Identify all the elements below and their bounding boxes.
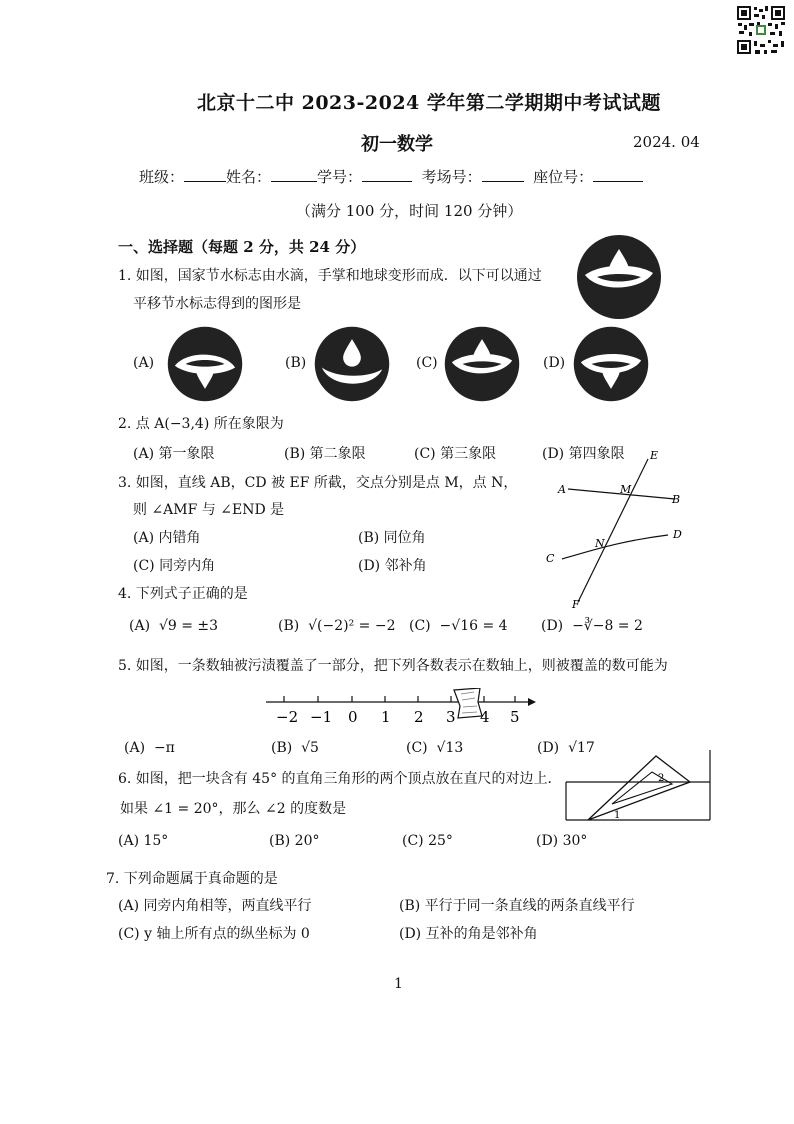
label-c: C — [546, 552, 555, 565]
q6-option-c[interactable]: (C) 25° — [402, 833, 453, 849]
seat-label: 座位号： — [533, 168, 594, 186]
q6-ruler-triangle-figure — [560, 748, 716, 832]
q4-option-a-label: (A) — [129, 618, 151, 634]
q5-number-line — [258, 688, 538, 732]
q4-option-c[interactable] — [409, 618, 508, 634]
q4-stem: 4. 下列式子正确的是 — [118, 586, 248, 602]
tick-label: 4 — [480, 708, 490, 726]
tick-label: 0 — [348, 708, 358, 726]
q2-stem: 2. 点 A(−3,4) 所在象限为 — [118, 416, 284, 432]
label-a: A — [558, 483, 566, 496]
tick-label: −2 — [276, 708, 299, 726]
q5-option-d-label: (D) — [537, 740, 560, 756]
q1-option-b-label[interactable]: (B) — [285, 355, 307, 371]
tick-label: 2 — [414, 708, 424, 726]
q1-option-c-figure[interactable] — [443, 325, 521, 407]
q4-option-b[interactable] — [278, 618, 396, 634]
class-label: 班级： — [139, 168, 185, 186]
q3-option-c[interactable]: (C) 同旁内角 — [133, 558, 216, 574]
exam-room-label: 考场号： — [421, 168, 482, 186]
q4-option-a[interactable] — [129, 618, 218, 634]
q5-option-d-expr: √17 — [568, 740, 595, 756]
q7-option-d[interactable]: (D) 互补的角是邻补角 — [399, 926, 538, 942]
subject-title: 初一数学 — [361, 134, 433, 155]
q7-option-b[interactable]: (B) 平行于同一条直线的两条直线平行 — [399, 898, 635, 914]
label-e: E — [650, 449, 659, 462]
q3-option-a[interactable]: (A) 内错角 — [133, 530, 201, 546]
q1-line1: 1. 如图，国家节水标志由水滴，手掌和地球变形而成．以下可以通过 — [118, 268, 542, 284]
q4-option-d[interactable] — [541, 618, 643, 634]
label-d: D — [673, 528, 682, 541]
q4-option-b-label: (B) — [278, 618, 300, 634]
q6-option-d[interactable]: (D) 30° — [536, 833, 588, 849]
q1-option-a-figure[interactable] — [166, 325, 244, 407]
q4-option-d-label: (D) — [541, 618, 564, 634]
q5-option-c-label: (C) — [406, 740, 428, 756]
class-field[interactable] — [184, 167, 226, 182]
q4-option-c-expr: −√16 = 4 — [439, 618, 508, 634]
angle-2-label: 2 — [658, 773, 665, 784]
q5-option-c[interactable] — [406, 740, 463, 756]
q5-option-a-label: (A) — [124, 740, 146, 756]
q1-option-c-label[interactable]: (C) — [416, 355, 438, 371]
q4-option-b-expr: √(−2)² = −2 — [308, 618, 396, 634]
label-m: M — [620, 483, 632, 496]
q7-option-a[interactable]: (A) 同旁内角相等，两直线平行 — [118, 898, 312, 914]
section-heading: 一、选择题（每题 2 分，共 24 分） — [118, 238, 366, 256]
score-note: （满分 100 分，时间 120 分钟） — [296, 202, 523, 220]
exam-title: 北京十二中 2023-2024 学年第二学期期中考试试题 — [197, 92, 661, 114]
tick-label: 5 — [510, 708, 520, 726]
q4-option-d-expr: −∛−8 = 2 — [572, 618, 643, 634]
q5-option-c-expr: √13 — [436, 740, 464, 756]
q6-line2: 如果 ∠1 = 20°，那么 ∠2 的度数是 — [120, 801, 347, 817]
q6-line1: 6. 如图，把一块含有 45° 的直角三角形的两个顶点放在直尺的对边上． — [118, 771, 562, 787]
label-n: N — [595, 537, 605, 550]
q1-option-b-figure[interactable] — [313, 325, 391, 407]
q5-option-b[interactable] — [271, 740, 319, 756]
q3-line1: 3. 如图，直线 AB，CD 被 EF 所截，交点分别是点 M，点 N， — [118, 475, 518, 491]
q3-line2: 则 ∠AMF 与 ∠END 是 — [133, 502, 285, 518]
q4-option-a-expr: √9 = ±3 — [158, 618, 219, 634]
q6-option-b[interactable]: (B) 20° — [269, 833, 320, 849]
q2-option-c[interactable]: (C) 第三象限 — [414, 446, 497, 462]
exam-room-field[interactable] — [482, 167, 524, 182]
q5-option-b-label: (B) — [271, 740, 293, 756]
label-b: B — [672, 493, 681, 506]
name-label: 姓名： — [226, 168, 272, 186]
q1-option-a-label[interactable]: (A) — [133, 355, 155, 371]
student-id-field[interactable] — [362, 167, 412, 182]
q7-stem: 7. 下列命题属于真命题的是 — [106, 871, 278, 887]
q1-option-d-figure[interactable] — [572, 325, 650, 407]
ink-stain — [454, 688, 482, 718]
name-field[interactable] — [271, 167, 317, 182]
q7-option-c[interactable]: (C) y 轴上所有点的纵坐标为 0 — [118, 926, 310, 942]
angle-1-label: 1 — [614, 810, 621, 821]
q5-option-a[interactable] — [124, 740, 175, 756]
q1-option-d-label[interactable]: (D) — [543, 355, 566, 371]
q5-option-b-expr: √5 — [301, 740, 319, 756]
q1-line2: 平移节水标志得到的图形是 — [133, 296, 301, 312]
q2-option-b[interactable]: (B) 第二象限 — [284, 446, 366, 462]
qr-code — [735, 4, 787, 56]
label-f: F — [572, 598, 580, 611]
q2-option-d[interactable]: (D) 第四象限 — [542, 446, 625, 462]
q3-option-d[interactable]: (D) 邻补角 — [358, 558, 427, 574]
exam-date: 2024. 04 — [633, 133, 700, 151]
seat-field[interactable] — [593, 167, 643, 182]
q3-option-b[interactable]: (B) 同位角 — [358, 530, 426, 546]
page-number: 1 — [394, 976, 403, 992]
tick-label: 3 — [446, 708, 456, 726]
tick-label: −1 — [310, 708, 333, 726]
q5-stem: 5. 如图，一条数轴被污渍覆盖了一部分，把下列各数表示在数轴上，则被覆盖的数可能为 — [118, 658, 668, 674]
student-info-line — [139, 166, 643, 187]
student-id-label: 学号： — [317, 168, 363, 186]
q3-lines-figure — [540, 447, 700, 616]
q4-option-c-label: (C) — [409, 618, 431, 634]
q5-option-a-expr: −π — [153, 740, 175, 756]
tick-label: 1 — [381, 708, 391, 726]
q6-option-a[interactable]: (A) 15° — [118, 833, 169, 849]
water-saving-logo — [575, 233, 663, 325]
q2-option-a[interactable]: (A) 第一象限 — [133, 446, 215, 462]
